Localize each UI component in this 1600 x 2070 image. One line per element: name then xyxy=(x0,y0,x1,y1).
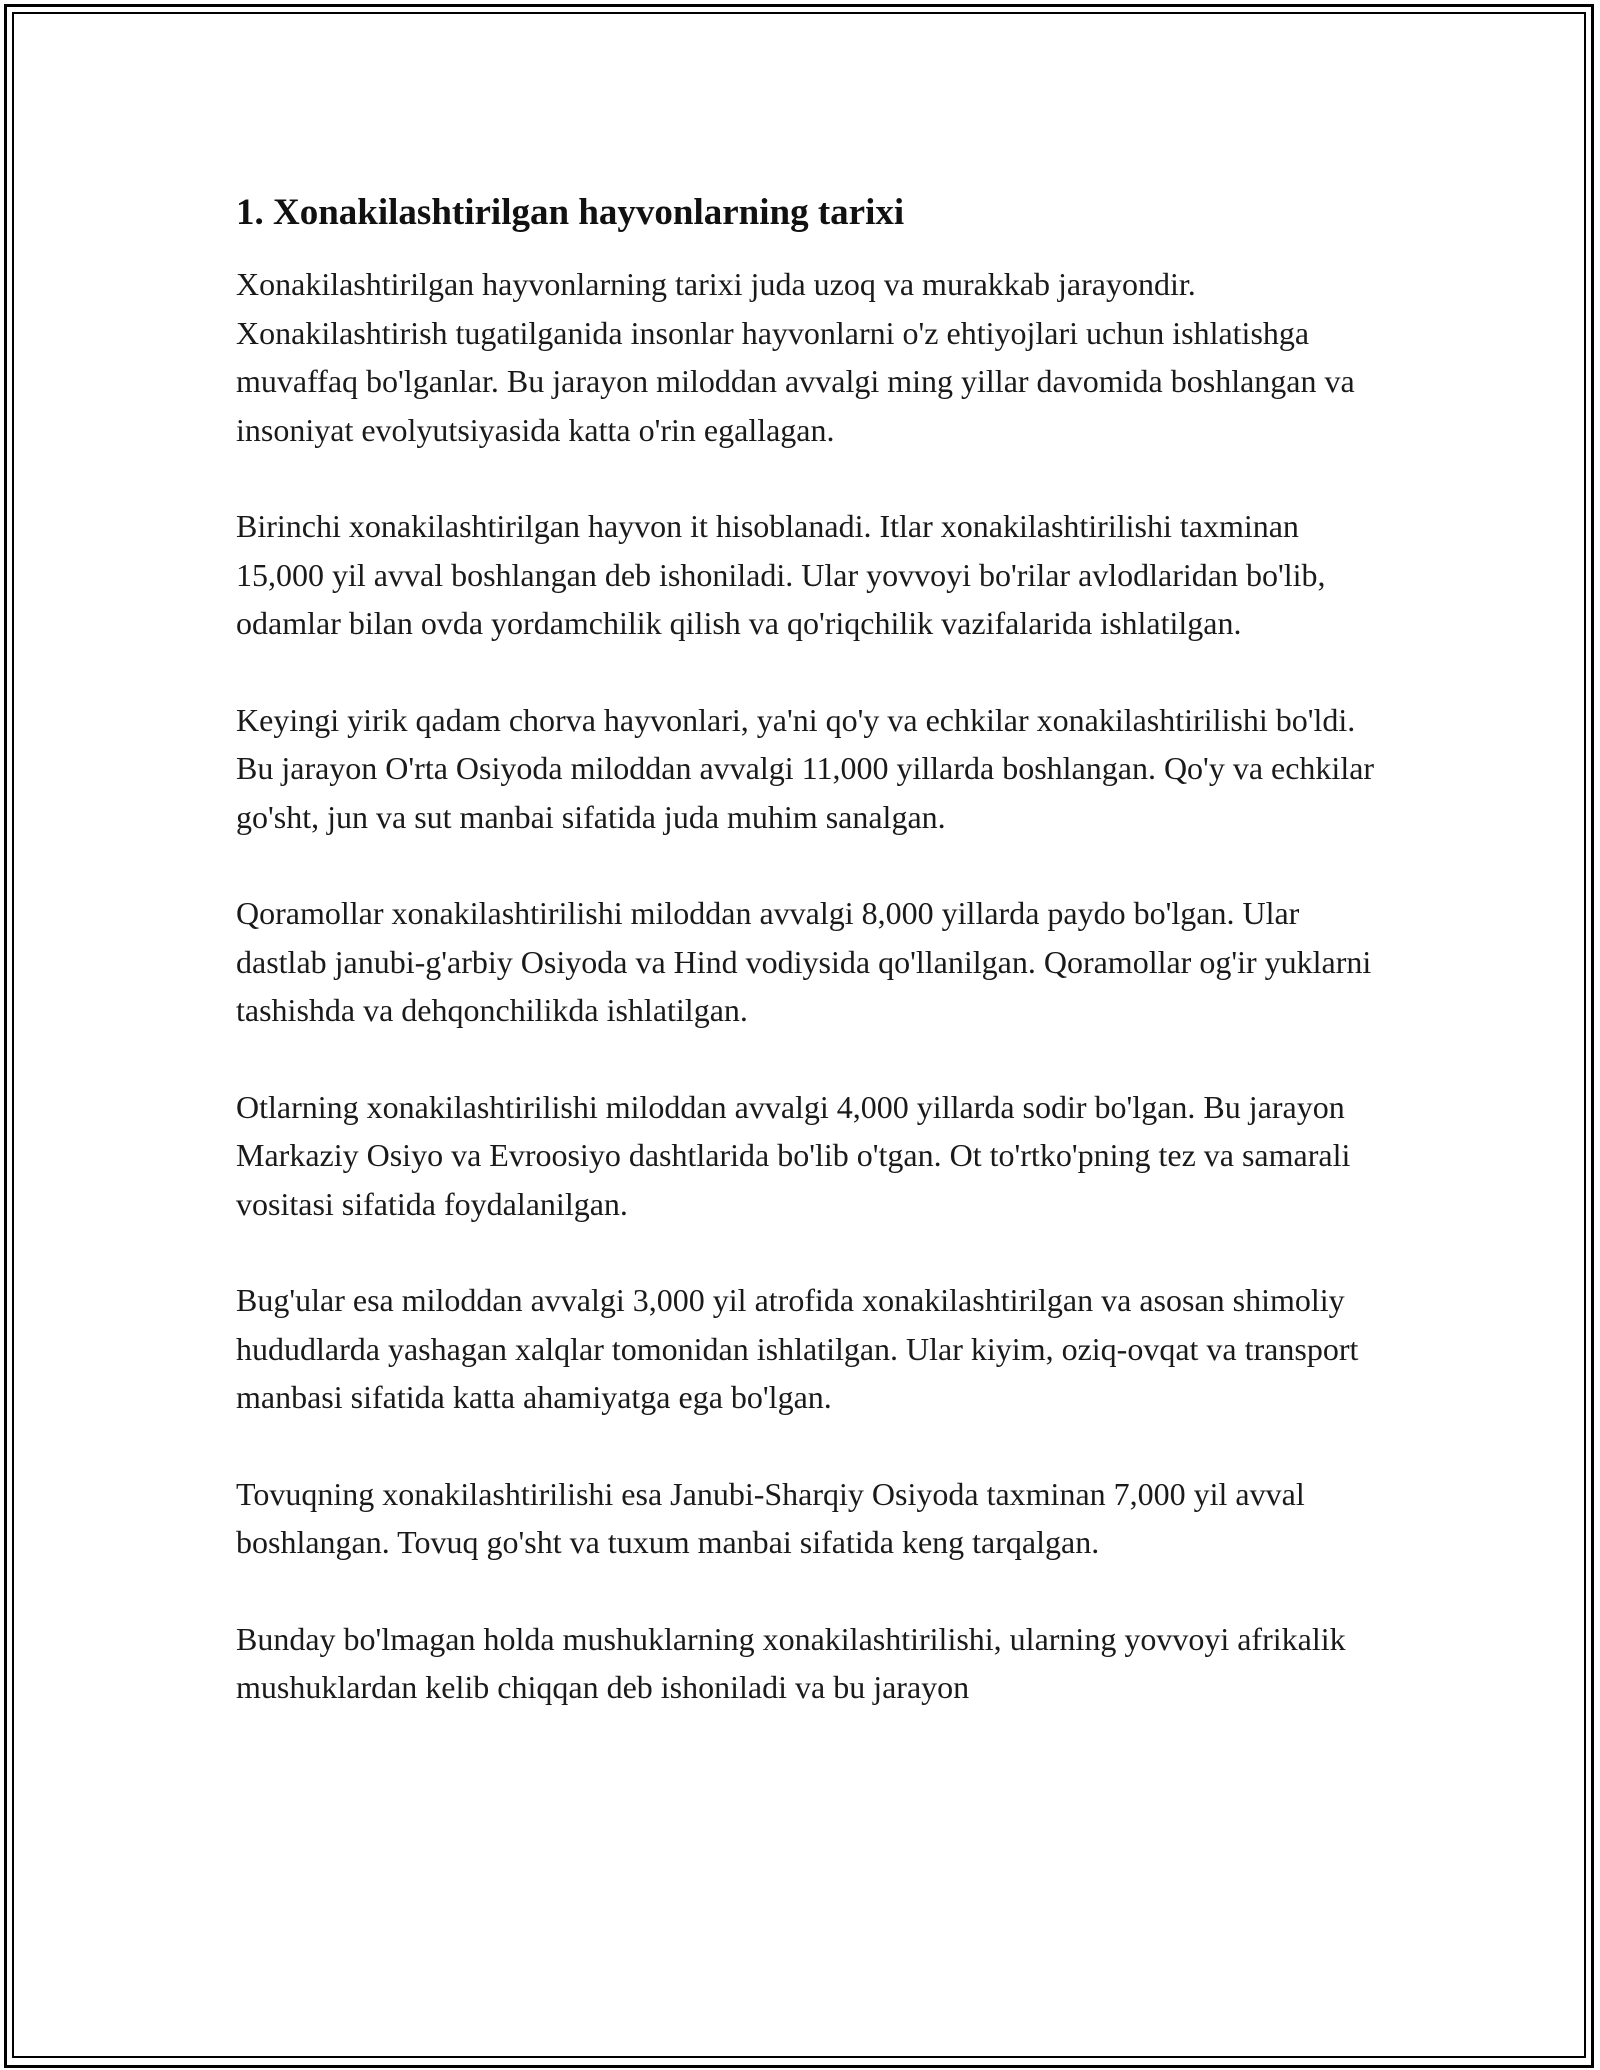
section-heading: 1. Xonakilashtirilgan hayvonlarning tarixi xyxy=(236,192,905,233)
paragraph-dogs: Birinchi xonakilashtirilgan hayvon it hisoblanadi. Itlar xonakilashtirilishi taxminan 15,000 yil avval boshlangan deb ishoniladi. Ular yovvoyi bo'rilar avlodlaridan bo'lib, odamlar bilan ovda yordamchilik qilish va qo'riqchilik vazifalarida ishlatilgan. xyxy=(236,508,1326,641)
paragraph-cats: Bunday bo'lmagan holda mushuklarning xonakilashtirilishi, ularning yovvoyi afrikalik mushuklardan kelib chiqqan deb ishoniladi va bu jarayon xyxy=(236,1620,1346,1705)
document-body xyxy=(236,188,1386,1760)
paragraph-intro: Xonakilashtirilgan hayvonlarning tarixi juda uzoq va murakkab jarayondir. Xonakilashtirish tugatilganida insonlar hayvonlarni o'z ehtiyojlari uchun ishlatishga muvaffaq bo'lganlar. Bu jarayon miloddan avvalgi ming yillar davomida boshlangan va insoniyat evolyutsiyasida katta o'rin egallagan. xyxy=(236,266,1355,448)
paragraph-reindeer: Bug'ular esa miloddan avvalgi 3,000 yil atrofida xonakilashtirilgan va asosan shimoliy hududlarda yashagan xalqlar tomonidan ishlatilgan. Ular kiyim, oziq-ovqat va transport manbasi sifatida katta ahamiyatga ega bo'lgan. xyxy=(236,1282,1359,1415)
paragraph-cattle: Qoramollar xonakilashtirilishi miloddan avvalgi 8,000 yillarda paydo bo'lgan. Ular dastlab janubi-g'arbiy Osiyoda va Hind vodiysida qo'llanilgan. Qoramollar og'ir yuklarni tashishda va dehqonchilikda ishlatilgan. xyxy=(236,895,1372,1028)
paragraph-chickens: Tovuqning xonakilashtirilishi esa Janubi-Sharqiy Osiyoda taxminan 7,000 yil avval boshlangan. Tovuq go'sht va tuxum manbai sifatida keng tarqalgan. xyxy=(236,1475,1305,1560)
paragraph-sheep-goats: Keyingi yirik qadam chorva hayvonlari, ya'ni qo'y va echkilar xonakilashtirilishi bo'ldi. Bu jarayon O'rta Osiyoda miloddan avvalgi 11,000 yillarda boshlangan. Qo'y va echkilar go'sht, jun va sut manbai sifatida juda muhim sanalgan. xyxy=(236,701,1375,835)
paragraph-horses: Otlarning xonakilashtirilishi miloddan avvalgi 4,000 yillarda sodir bo'lgan. Bu jarayon Markaziy Osiyo va Evroosiyo dashtlarida bo'lib o'tgan. Ot to'rtko'pning tez va samarali vositasi sifatida foydalanilgan. xyxy=(236,1088,1351,1222)
